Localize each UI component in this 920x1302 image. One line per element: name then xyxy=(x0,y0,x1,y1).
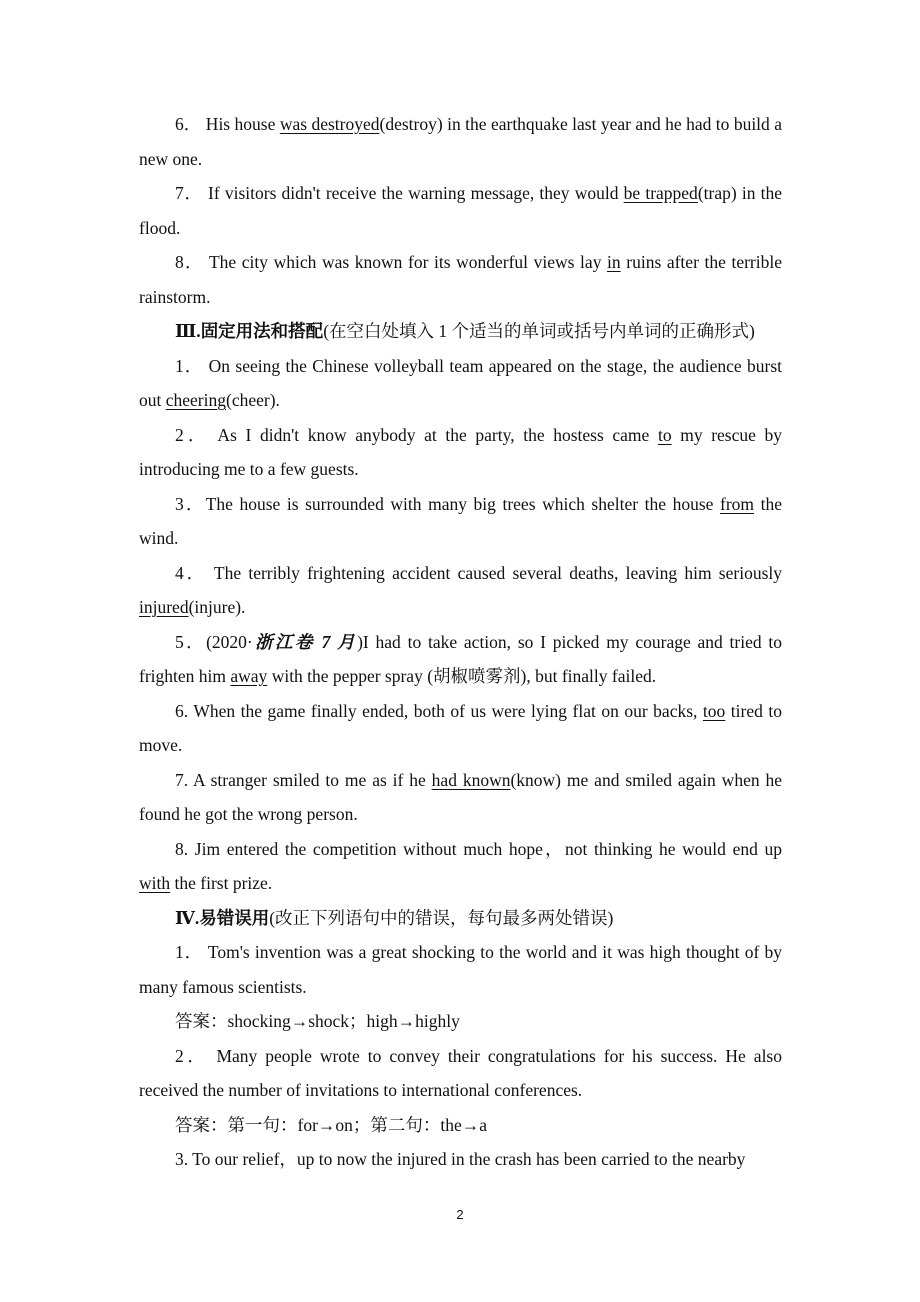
answer-underline: be trapped xyxy=(623,183,698,203)
section-4-item-3: 3. To our relief，up to now the injured in the crash has been carried to the nearby xyxy=(175,1149,746,1169)
section-3-heading: Ⅲ.固定用法和搭配(在空白处填入 1 个适当的单词或括号内单词的正确形式) xyxy=(175,321,755,341)
answer-underline: from xyxy=(720,493,755,514)
section-3-item-4: 4． The terribly frightening accident caused several deaths, leaving him seriously injured(injure). xyxy=(139,562,783,617)
document-page xyxy=(139,107,782,1177)
section-3-item-6: 6. When the game finally ended, both of us were lying flat on our backs, too tired to move. xyxy=(139,700,782,755)
answer-underline: cheering xyxy=(165,390,226,410)
source-label: 浙江卷 7 月 xyxy=(252,631,358,652)
exercise-item-6: 6． His house was destroyed(destroy) in the earthquake last year and he had to build a new one. xyxy=(139,114,782,169)
answer-underline: away xyxy=(230,666,268,686)
answer-underline: too xyxy=(702,700,726,721)
section-3-item-8: 8. Jim entered the competition without much hope，not thinking he would end up with the first prize. xyxy=(139,838,782,893)
section-3-item-2: 2． As I didn't know anybody at the party, the hostess came to my rescue by introducing me to a few guests. xyxy=(139,424,783,479)
section-4-answer-1: 答案：shocking→shock；high→highly xyxy=(175,1011,460,1031)
section-4-heading: Ⅳ.易错误用(改正下列语句中的错误，每句最多两处错误) xyxy=(175,907,614,928)
section-4-answer-2: 答案：第一句：for→on；第二句：the→a xyxy=(175,1114,488,1135)
section-3-item-7: 7. A stranger smiled to me as if he had known(know) me and smiled again when he found he got the wrong person. xyxy=(139,769,782,824)
exercise-item-8: 8． The city which was known for its wonderful views lay in ruins after the terrible rainstorm. xyxy=(139,252,782,307)
section-3-item-1: 1． On seeing the Chinese volleyball team appeared on the stage, the audience burst out cheering(cheer). xyxy=(139,355,783,410)
section-3-item-5: 5．(2020·浙江卷 7 月)I had to take action, so I picked my courage and tried to frighten him away with the pepper spray (胡椒喷雾剂), but finally failed. xyxy=(139,631,783,686)
answer-underline: was destroyed xyxy=(279,114,380,134)
section-4-item-1: 1． Tom's invention was a great shocking to the world and it was high thought of by many famous scientists. xyxy=(139,942,782,997)
answer-underline: injured xyxy=(139,597,189,617)
answer-underline: with xyxy=(139,873,171,893)
answer-underline: to xyxy=(657,424,672,445)
section-4-item-2: 2． Many people wrote to convey their congratulations for his success. He also received the number of invitations to international conferences. xyxy=(139,1045,782,1100)
section-3-item-3: 3．The house is surrounded with many big trees which shelter the house from the wind. xyxy=(139,493,783,548)
answer-underline: had known xyxy=(431,769,511,790)
page-number: 2 xyxy=(456,1207,464,1222)
answer-underline: in xyxy=(607,252,621,272)
exercise-item-7: 7． If visitors didn't receive the warning message, they would be trapped(trap) in the flood. xyxy=(139,183,783,238)
